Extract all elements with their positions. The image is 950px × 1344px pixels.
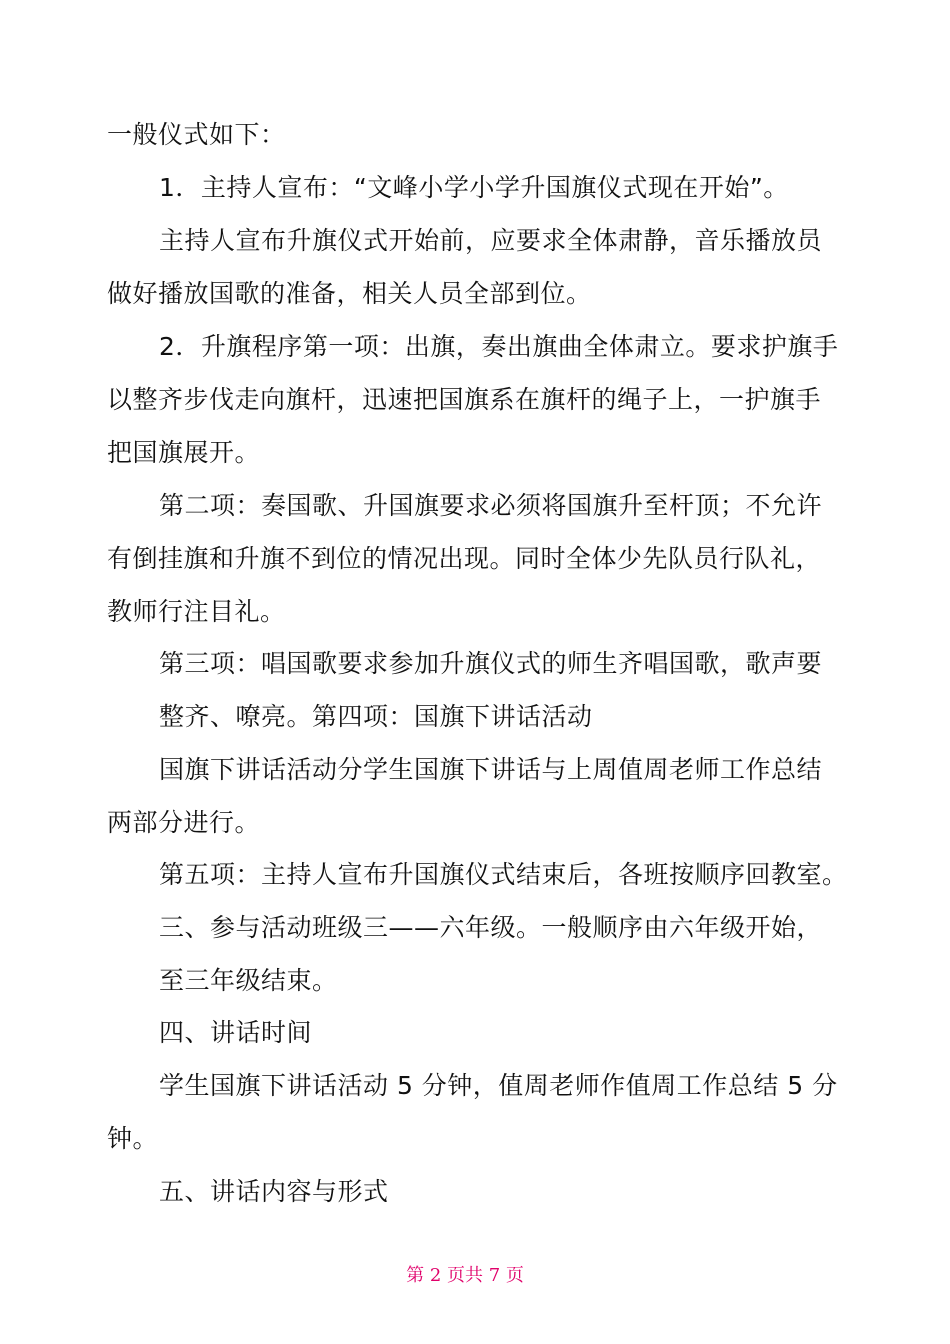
text-line: 三、参与活动班级三——六年级。一般顺序由六年级开始， <box>159 913 823 942</box>
text-line: 第五项：主持人宣布升国旗仪式结束后，各班按顺序回教室。 <box>159 860 848 889</box>
text-line: 学生国旗下讲话活动 5 分钟，值周老师作值周工作总结 5 分 <box>159 1071 838 1100</box>
text-line: 1．主持人宣布：“文峰小学小学升国旗仪式现在开始”。 <box>159 173 789 202</box>
section-heading: 四、讲话时间 <box>159 1018 313 1047</box>
text-line: 两部分进行。 <box>107 808 261 837</box>
text-line: 做好播放国歌的准备，相关人员全部到位。 <box>107 279 592 308</box>
text-line: 至三年级结束。 <box>159 966 338 995</box>
text-line: 一般仪式如下： <box>107 120 286 149</box>
text-line: 第二项：奏国歌、升国旗要求必须将国旗升至杆顶；不允许 <box>159 491 823 520</box>
text-line: 教师行注目礼。 <box>107 597 286 626</box>
page-number-footer: 第 2 页共 7 页 <box>406 1265 524 1286</box>
text-line: 第三项：唱国歌要求参加升旗仪式的师生齐唱国歌，歌声要 <box>159 649 823 678</box>
text-line: 整齐、嘹亮。第四项：国旗下讲话活动 <box>159 702 593 731</box>
section-heading: 五、讲话内容与形式 <box>159 1177 389 1206</box>
text-line: 钟。 <box>107 1124 159 1153</box>
text-line: 国旗下讲话活动分学生国旗下讲话与上周值周老师工作总结 <box>159 755 823 784</box>
text-line: 2．升旗程序第一项：出旗，奏出旗曲全体肃立。要求护旗手 <box>159 332 839 361</box>
text-line: 以整齐步伐走向旗杆，迅速把国旗系在旗杆的绳子上，一护旗手 <box>107 385 822 414</box>
text-line: 主持人宣布升旗仪式开始前，应要求全体肃静，音乐播放员 <box>159 226 823 255</box>
text-line: 把国旗展开。 <box>107 438 261 467</box>
text-line: 有倒挂旗和升旗不到位的情况出现。同时全体少先队员行队礼， <box>107 544 822 573</box>
